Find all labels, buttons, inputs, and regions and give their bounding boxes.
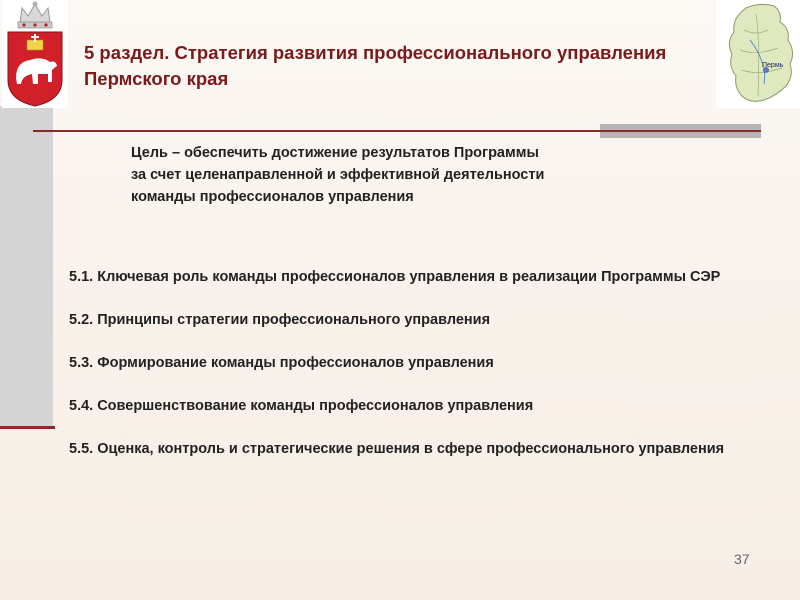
list-item: 5.3. Формирование команды профессионалов управления [69,355,494,371]
goal-text: Цель – обеспечить достижение результатов Программы за счет целенаправленной и эффективной деятельности команды профессионалов управления [131,145,545,205]
list-item: 5.4. Совершенствование команды профессионалов управления [69,398,534,414]
section-list [69,266,779,481]
list-item: 5.2. Принципы стратегии профессионального управления [69,312,491,328]
sidebar-bottom-line [0,426,55,429]
perm-region-map-icon [716,0,800,108]
title-divider-line-right [600,130,761,132]
perm-coat-of-arms-icon [2,0,68,108]
list-item: 5.5. Оценка, контроль и стратегические решения в сфере профессионального управления [69,441,725,457]
left-sidebar-bar [0,106,53,426]
page-number: 37 [734,551,750,567]
slide-title: 5 раздел. Стратегия развития профессионального управления Пермского края [84,42,667,89]
map-city-label: Пермь [762,62,784,69]
list-item: 5.1. Ключевая роль команды профессионалов управления в реализации Программы СЭР [69,269,721,285]
